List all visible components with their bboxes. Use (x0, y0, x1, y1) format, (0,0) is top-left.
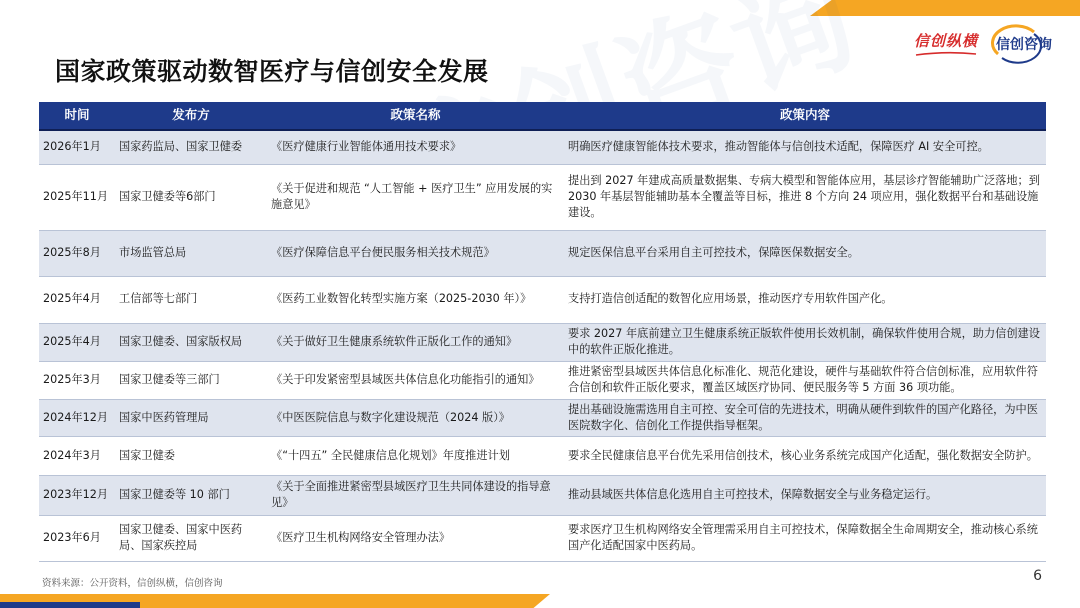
cell-time: 2025年11月 (39, 164, 115, 230)
cell-time: 2025年4月 (39, 323, 115, 361)
cell-policy-content: 规定医保信息平台采用自主可控技术，保障医保数据安全。 (564, 230, 1046, 276)
bottom-accent-blue-bar (0, 602, 140, 608)
table-row (39, 276, 1046, 323)
cell-policy-content: 支持打造信创适配的数智化应用场景，推动医疗专用软件国产化。 (564, 276, 1046, 323)
header-policy-name: 政策名称 (267, 102, 564, 130)
table-row (39, 515, 1046, 561)
table-row (39, 130, 1046, 164)
table-row (39, 164, 1046, 230)
top-accent-bar (810, 0, 1080, 16)
cell-time: 2025年8月 (39, 230, 115, 276)
table-row (39, 399, 1046, 436)
cell-publisher: 国家卫健委、国家中医药局、国家疾控局 (115, 515, 267, 561)
cell-publisher: 国家卫健委等三部门 (115, 361, 267, 399)
cell-time: 2023年12月 (39, 475, 115, 515)
logo1-text: 信创纵横 (913, 32, 978, 50)
cell-policy-content: 要求全民健康信息平台优先采用信创技术，核心业务系统完成国产化适配，强化数据安全防护。 (564, 436, 1046, 475)
cell-policy-content: 推进紧密型县域医共体信息化标准化、规范化建设，硬件与基础软件符合信创标准，应用软件符合信创和软件正版化要求，覆盖区域医疗协同、便民服务等 5 方面 36 项功能。 (564, 361, 1046, 399)
cell-policy-name: 《医药工业数智化转型实施方案（2025-2030 年）》 (267, 276, 564, 323)
cell-policy-name: 《医疗保障信息平台便民服务相关技术规范》 (267, 230, 564, 276)
cell-time: 2025年4月 (39, 276, 115, 323)
cell-policy-name: 《医疗卫生机构网络安全管理办法》 (267, 515, 564, 561)
table-row (39, 475, 1046, 515)
cell-publisher: 国家卫健委等 10 部门 (115, 475, 267, 515)
table-row (39, 323, 1046, 361)
table-row (39, 436, 1046, 475)
logo-area (914, 30, 1052, 57)
cell-policy-content: 提出到 2027 年建成高质量数据集、专病大模型和智能体应用，基层诊疗智能辅助广泛落地；到 2030 年基层智能辅助基本全覆盖等目标，推进 8 个方向 24 项应用，强化数据平台和基础设施建设。 (564, 164, 1046, 230)
cell-publisher: 国家卫健委 (115, 436, 267, 475)
page-number: 6 (1033, 568, 1042, 584)
cell-policy-content: 提出基础设施需选用自主可控、安全可信的先进技术，明确从硬件到软件的国产化路径，为中医医院数字化、信创化工作提供指导框架。 (564, 399, 1046, 436)
cell-policy-content: 要求医疗卫生机构网络安全管理需采用自主可控技术，保障数据全生命周期安全，推动核心系统国产化适配国家中医药局。 (564, 515, 1046, 561)
cell-policy-name: 《医疗健康行业智能体通用技术要求》 (267, 130, 564, 164)
logo2-text: 信创咨询 (996, 36, 1052, 53)
cell-policy-name: 《中医医院信息与数字化建设规范（2024 版）》 (267, 399, 564, 436)
logo1-swoosh-icon (914, 51, 978, 57)
source-note: 资料来源：公开资料，信创纵横，信创咨询 (42, 578, 223, 589)
header-policy-content: 政策内容 (564, 102, 1046, 130)
cell-time: 2023年6月 (39, 515, 115, 561)
cell-time: 2024年3月 (39, 436, 115, 475)
cell-policy-content: 要求 2027 年底前建立卫生健康系统正版软件使用长效机制，确保软件使用合规，助力信创建设中的软件正版化推进。 (564, 323, 1046, 361)
policy-table (39, 102, 1046, 562)
cell-publisher: 国家卫健委、国家版权局 (115, 323, 267, 361)
cell-policy-name: 《关于做好卫生健康系统软件正版化工作的通知》 (267, 323, 564, 361)
cell-policy-name: 《“十四五” 全民健康信息化规划》年度推进计划 (267, 436, 564, 475)
cell-time: 2026年1月 (39, 130, 115, 164)
cell-policy-content: 明确医疗健康智能体技术要求，推动智能体与信创技术适配，保障医疗 AI 安全可控。 (564, 130, 1046, 164)
cell-time: 2024年12月 (39, 399, 115, 436)
table-row (39, 361, 1046, 399)
xinchuang-zixun-logo (996, 34, 1052, 54)
cell-publisher: 国家药监局、国家卫健委 (115, 130, 267, 164)
table-row (39, 230, 1046, 276)
page-title: 国家政策驱动数智医疗与信创安全发展 (55, 57, 489, 86)
cell-publisher: 国家卫健委等6部门 (115, 164, 267, 230)
cell-policy-name: 《关于全面推进紧密型县域医疗卫生共同体建设的指导意见》 (267, 475, 564, 515)
cell-policy-name: 《关于促进和规范 “人工智能 + 医疗卫生” 应用发展的实施意见》 (267, 164, 564, 230)
cell-policy-content: 推动县域医共体信息化选用自主可控技术，保障数据安全与业务稳定运行。 (564, 475, 1046, 515)
header-publisher: 发布方 (115, 102, 267, 130)
cell-publisher: 市场监管总局 (115, 230, 267, 276)
cell-publisher: 国家中医药管理局 (115, 399, 267, 436)
xinchuang-zongheng-logo (914, 30, 978, 57)
cell-time: 2025年3月 (39, 361, 115, 399)
cell-policy-name: 《关于印发紧密型县域医共体信息化功能指引的通知》 (267, 361, 564, 399)
table-header-row (39, 102, 1046, 130)
header-time: 时间 (39, 102, 115, 130)
cell-publisher: 工信部等七部门 (115, 276, 267, 323)
